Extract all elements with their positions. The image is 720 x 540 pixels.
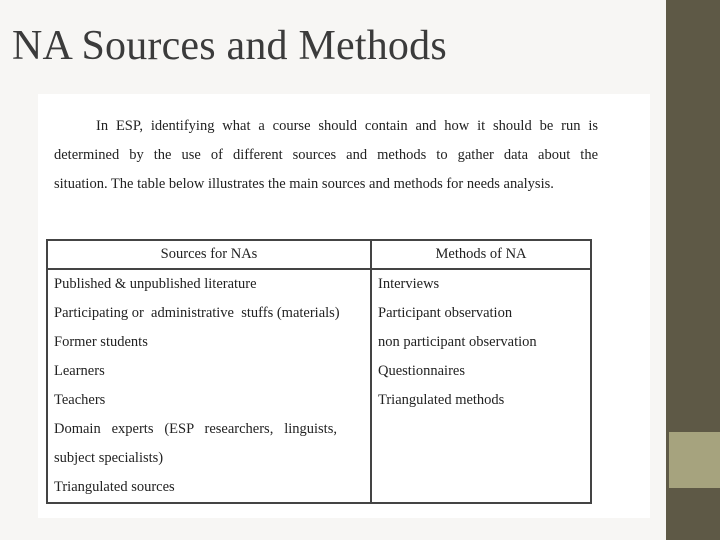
source-cell: Triangulated sources [47,473,371,503]
source-cell: Participating or administrative stuffs (materials) [47,299,371,328]
paragraph-line-2: determined by the use of different sources and methods to gather data about the [54,147,598,163]
table-row [47,473,591,503]
table-header-row [47,240,591,269]
method-cell [371,473,591,503]
source-cell: Former students [47,328,371,357]
table-row [47,415,591,444]
source-cell: subject specialists) [47,444,371,473]
source-cell: Learners [47,357,371,386]
method-cell: non participant observation [371,328,591,357]
table-row [47,444,591,473]
table-row [47,269,591,299]
method-cell: Interviews [371,269,591,299]
method-cell: Participant observation [371,299,591,328]
source-cell: Teachers [47,386,371,415]
intro-paragraph [54,112,598,199]
source-cell: Published & unpublished literature [47,269,371,299]
method-cell: Triangulated methods [371,386,591,415]
method-cell [371,415,591,444]
side-accent [669,432,720,488]
content-image [38,94,650,518]
table-row [47,386,591,415]
paragraph-line-3: situation. The table below illustrates the main sources and methods for needs analysis. [54,176,554,192]
header-sources: Sources for NAs [47,240,371,269]
source-cell: Domain experts (ESP researchers, linguists, [47,415,371,444]
table-row [47,328,591,357]
method-cell: Questionnaires [371,357,591,386]
na-table [46,239,592,504]
table-row [47,357,591,386]
paragraph-line-1: In ESP, identifying what a course should contain and how it should be run is [96,118,598,134]
header-methods: Methods of NA [371,240,591,269]
slide-title: NA Sources and Methods [12,23,447,69]
method-cell [371,444,591,473]
table-row [47,299,591,328]
